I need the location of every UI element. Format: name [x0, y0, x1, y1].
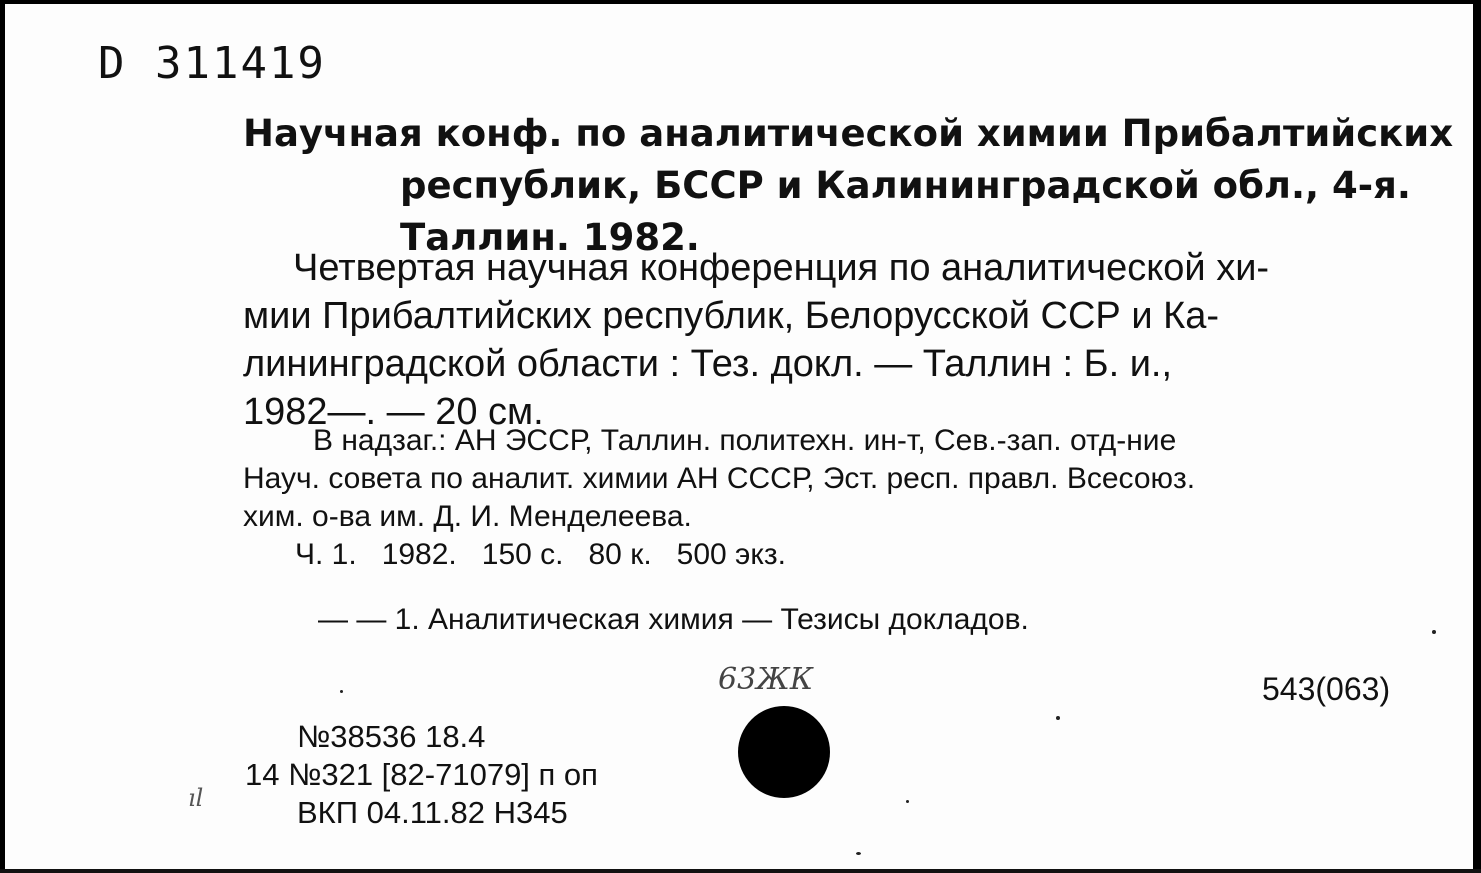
heading-line: Таллин. 1982. — [400, 216, 700, 259]
card-footer — [245, 718, 598, 832]
description-line: мии Прибалтийских республик, Белорусской ССР и Ка- — [243, 295, 1220, 337]
handwritten-note: 63ЖК — [718, 662, 814, 697]
punch-hole — [738, 706, 830, 798]
description-line: лининградской области : Тез. докл. — Таллин : Б. и., — [243, 343, 1173, 385]
card-heading — [243, 108, 1454, 264]
speck — [1056, 716, 1060, 720]
description-line: Четвертая научная конференция по аналитической хи- — [293, 247, 1270, 289]
notes-block — [243, 422, 1423, 574]
card-top-edge — [0, 0, 1481, 4]
call-number: D 311419 — [98, 38, 326, 89]
description-line: 1982—. — 20 см. — [243, 391, 544, 433]
note-line: хим. о-ва им. Д. И. Менделеева. — [243, 500, 692, 533]
card-bottom-edge — [0, 869, 1481, 873]
speck — [856, 852, 861, 855]
footer-line: ВКП 04.11.82 Н345 — [297, 795, 568, 830]
speck — [1432, 630, 1436, 634]
volume-line: Ч. 1. 1982. 150 с. 80 к. 500 экз. — [295, 538, 786, 571]
heading-line: Научная конф. по аналитической химии Прибалтийских — [243, 112, 1454, 155]
classification-number: 543(063) — [1262, 671, 1391, 707]
speck — [906, 800, 909, 803]
note-line: В надзаг.: АН ЭССР, Таллин. политехн. ин-т, Сев.-зап. отд-ние — [313, 424, 1177, 457]
heading-line: республик, БССР и Калининградской обл., 4-я. — [400, 164, 1411, 207]
footer-line: 14 №321 [82-71079] п оп — [245, 757, 598, 792]
card-right-edge — [1473, 0, 1481, 873]
speck — [340, 690, 343, 693]
note-line: Науч. совета по аналит. химии АН СССР, Эст. респ. правл. Всесоюз. — [243, 462, 1196, 495]
bibliographic-description — [243, 244, 1413, 436]
card-left-edge — [0, 0, 5, 873]
footer-line: №38536 18.4 — [297, 719, 486, 754]
subject-heading: — — 1. Аналитическая химия — Тезисы докладов. — [318, 603, 1029, 636]
margin-mark: ıl — [188, 784, 204, 812]
